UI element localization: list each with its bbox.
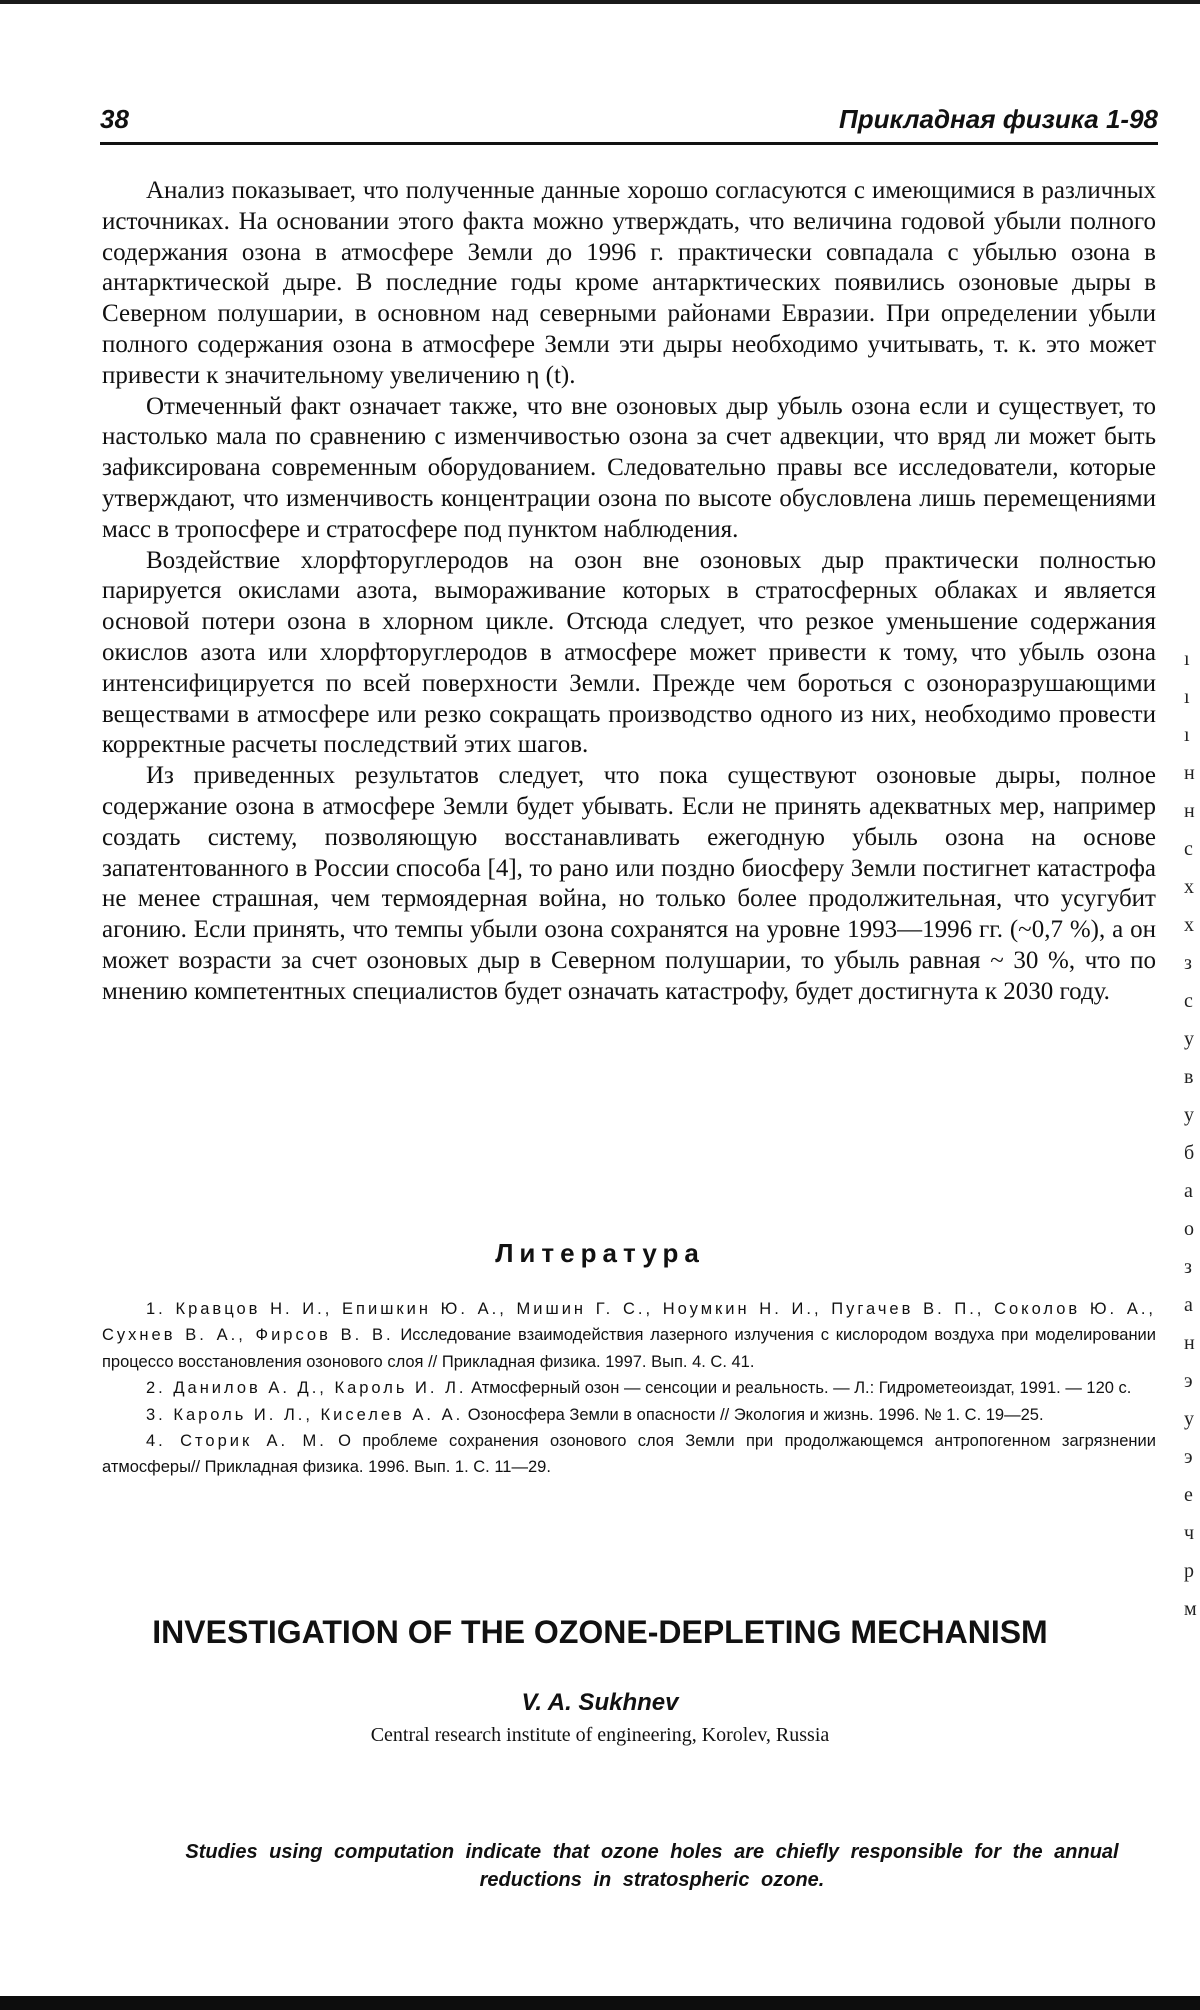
body-paragraph: Из приведенных результатов следует, что пока существуют озоновые дыры, полное содержание озона в атмосфере Земли будет убывать. Если не принять адекватных мер, например создать систему, позволяющую восстанавливать ежегодную убыль озона на основе запатентованного в России способа [4], то рано или поздно биосферу Земли постигнет катастрофа не менее страшная, чем термоядерная война, но только более продолжительная, что усугубит агонию. Если принять, что темпы убыли озона сохранятся на уровне 1993—1996 гг. (~0,7 %), а он может возрасти за счет озоновых дыр в Северном полушарии, то убыль равная ~ 30 %, что по мнению компетентных специалистов будет означать катастрофу, будет достигнута к 2030 году. [102, 762, 1156, 1005]
reference-item [102, 1296, 1156, 1375]
margin-fragment: у [1184, 1104, 1194, 1126]
references-heading: Литература [495, 1238, 705, 1268]
margin-fragment: з [1184, 1256, 1192, 1278]
margin-fragment: с [1184, 990, 1193, 1012]
margin-fragment: ı [1184, 724, 1190, 746]
reference-text: Исследование взаимодействия лазерного излучения с кислородом воздуха при моделировании процессо восстановления озонового слоя // Прикладная физика. 1997. Вып. 4. С. 41. [102, 1326, 1156, 1371]
margin-fragment: н [1184, 762, 1195, 784]
references-list [102, 1296, 1156, 1481]
article-body [102, 176, 1156, 1008]
margin-fragment: у [1184, 1408, 1194, 1430]
margin-fragment: р [1184, 1560, 1194, 1582]
body-paragraph: Воздействие хлорфторуглеродов на озон вне озоновых дыр практически полностью парируется окислами азота, вымораживание которых в стратосферных облаках и является основой потери озона в хлорном цикле. Отсюда следует, что резкое уменьшение содержания окислов азота или хлорфторуглеродов в атмосфере может привести к тому, что убыль озона интенсифицируется по всей поверхности Земли. Прежде чем бороться с озоноразрушающими веществами в атмосфере или резко сокращать производство одного из них, необходимо провести корректные расчеты последствий этих шагов. [102, 546, 1156, 759]
page-number: 38 [100, 104, 129, 134]
reference-authors: 1. Кравцов Н. И., Епишкин Ю. А., Мишин Г. С., Ноумкин Н. И., Пугачев В. П., Соколов Ю. А., Сухнев В. А., Фирсов В. В. [102, 1300, 1156, 1345]
margin-fragment: в [1184, 1066, 1194, 1088]
margin-fragment: с [1184, 838, 1193, 860]
body-paragraph: Отмеченный факт означает также, что вне озоновых дыр убыль озона если и существует, то настолько мала по сравнению с изменчивостью озона за счет адвекции, что вряд ли может быть зафиксирована современным оборудованием. Следовательно правы все исследователи, которые утверждают, что изменчивость концентрации озона по высоте обусловлена лишь перемещениями масс в тропосфере и стратосфере под пунктом наблюдения. [102, 392, 1156, 543]
reference-item [102, 1375, 1156, 1401]
margin-fragment: о [1184, 1218, 1194, 1240]
english-affiliation: Central research institute of engineering, Korolev, Russia [370, 1724, 830, 1746]
margin-fragment: х [1184, 876, 1194, 898]
running-header [100, 104, 1158, 142]
margin-fragment: э [1184, 1370, 1193, 1392]
reference-item [102, 1428, 1156, 1481]
reference-item [102, 1402, 1156, 1428]
margin-fragment: а [1184, 1180, 1193, 1202]
margin-fragment: х [1184, 914, 1194, 936]
adjacent-page-margin [1184, 640, 1200, 1640]
margin-fragment: е [1184, 1484, 1193, 1506]
english-abstract: Studies using computation indicate that ozone holes are chiefly responsible for the annual reductions in stratospheric ozone. [185, 1841, 1119, 1891]
margin-fragment: з [1184, 952, 1192, 974]
margin-fragment: н [1184, 800, 1195, 822]
margin-fragment: а [1184, 1294, 1193, 1316]
journal-title: Прикладная физика 1-98 [839, 104, 1158, 134]
margin-fragment: ı [1184, 686, 1190, 708]
margin-fragment: ч [1184, 1522, 1195, 1544]
reference-authors: 2. Данилов А. Д., Кароль И. Л. [146, 1379, 467, 1398]
margin-fragment: э [1184, 1446, 1193, 1468]
reference-text: Атмосферный озон — сенсоции и реальность. — Л.: Гидрометеоиздат, 1991. — 120 с. [466, 1379, 1132, 1398]
margin-fragment: м [1184, 1598, 1197, 1620]
reference-text: Озоносфера Земли в опасности // Экология и жизнь. 1996. № 1. С. 19—25. [463, 1405, 1044, 1424]
margin-fragment: н [1184, 1332, 1195, 1354]
english-title: INVESTIGATION OF THE OZONE-DEPLETING MECHANISM [152, 1614, 1048, 1650]
scan-top-edge [0, 0, 1200, 4]
margin-fragment: у [1184, 1028, 1194, 1050]
reference-authors: 4. Сторик А. М. [146, 1432, 327, 1451]
scan-bottom-edge [0, 1996, 1200, 2010]
english-author: V. A. Sukhnev [521, 1689, 679, 1716]
body-paragraph: Анализ показывает, что полученные данные хорошо согласуются с имеющимися в различных источниках. На основании этого факта можно утверждать, что величина годовой убыли полного содержания озона в атмосфере Земли до 1996 г. практически совпадала с убылью озона в антарктической дыре. В последние годы кроме антарктических появились озоновые дыры в Северном полушарии, в основном над северными районами Евразии. При определении убыли полного содержания озона в атмосфере Земли эти дыры необходимо учитывать, т. к. это может привести к значительному увеличению η (t). [102, 177, 1156, 389]
margin-fragment: ı [1184, 648, 1190, 670]
reference-text: О проблеме сохранения озонового слоя Земли при продолжающемся антропогенном загрязнении атмосферы// Прикладная физика. 1996. Вып. 1. С. 11—29. [102, 1432, 1156, 1477]
reference-authors: 3. Кароль И. Л., Киселев А. А. [146, 1405, 464, 1424]
margin-fragment: б [1184, 1142, 1195, 1164]
header-rule [100, 142, 1158, 145]
